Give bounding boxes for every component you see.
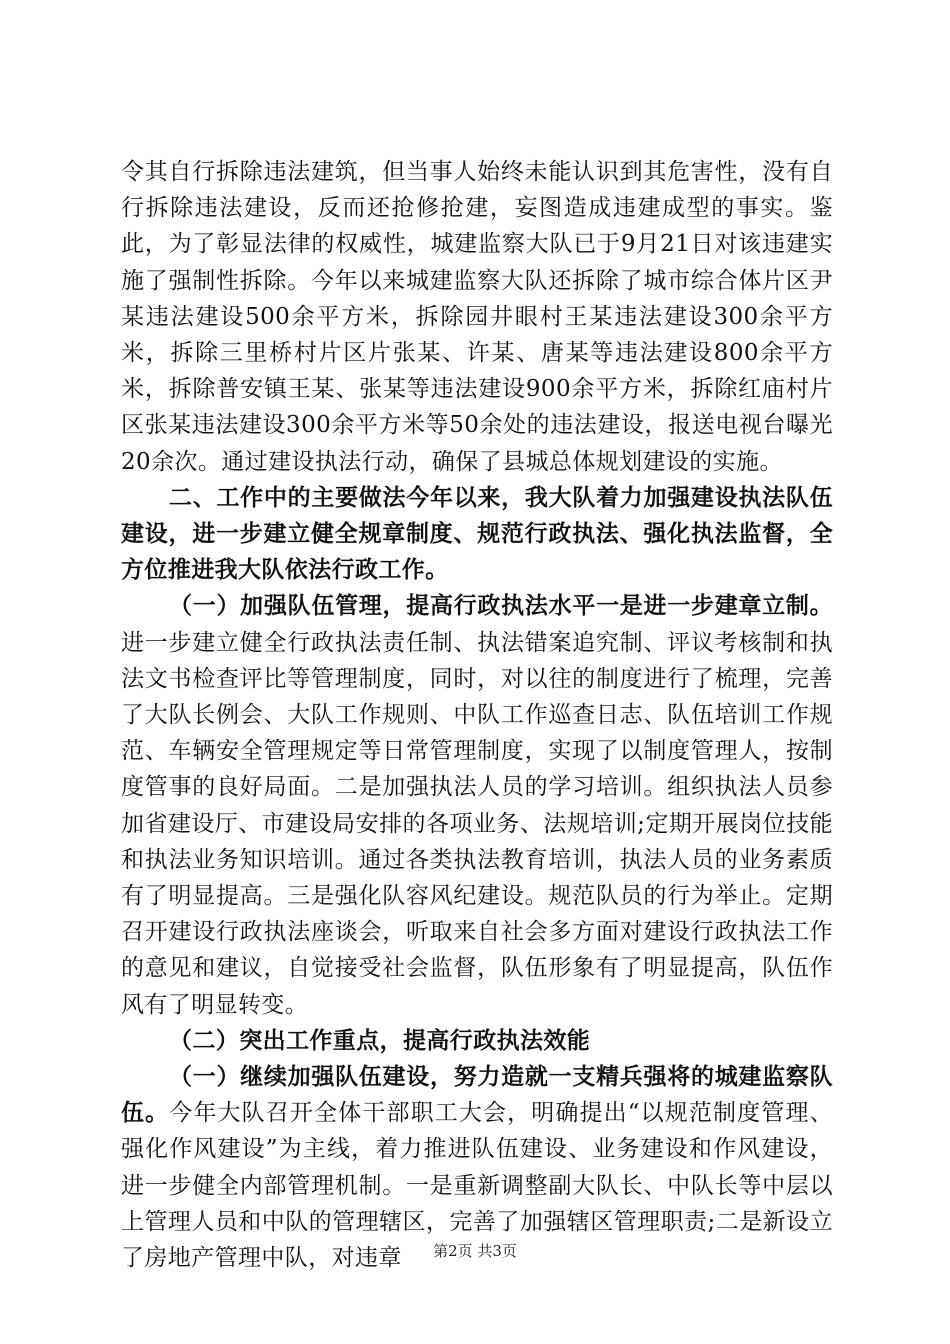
paragraph-team-management-body: 进一步建立健全行政执法责任制、执法错案追究制、评议考核制和执法文书检查评比等管理制度，同时，对以往的制度进行了梳理，完善了大队长例会、大队工作规则、中队工作巡查日志、队伍培训工作规范、车辆安全管理规定等日常管理制度，实现了以制度管理人，按制度管事的良好局面。二是加强执法人员的学习培训。组织执法人员参加省建设厅、市建设局安排的各项业务、法规培训;定期开展岗位技能和执法业务知识培训。通过各类执法教育培训，执法人员的业务素质有了明显提高。三是强化队容风纪建设。规范队员的行为举止。定期召开建设行政执法座谈会，听取来自社会多方面对建设行政执法工作的意见和建议，自觉接受社会监督，队伍形象有了明显提高，队伍作风有了明显转变。 bbox=[121, 629, 833, 1018]
document-body bbox=[121, 154, 833, 1276]
paragraph-team-management bbox=[121, 588, 833, 1022]
subsection-heading-team-management: （一）加强队伍管理，提高行政执法水平一是进一步建章立制。 bbox=[169, 593, 833, 620]
paragraph-team-building-body: 今年大队召开全体干部职工大会，明确提出“以规范制度管理、强化作风建设”为主线，着力推进队伍建设、业务建设和作风建设，进一步健全内部管理机制。一是重新调整副大队长、中队长等中层以上管理人员和中队的管理辖区，完善了加强辖区管理职责;二是新设立了房地产管理中队，对违章 bbox=[121, 1100, 833, 1272]
paragraph-demolition-results: 令其自行拆除违法建筑，但当事人始终未能认识到其危害性，没有自行拆除违法建设，反而还抢修抢建，妄图造成违建成型的事实。鉴此，为了彰显法律的权威性，城建监察大队已于9月21日对该违建实施了强制性拆除。今年以来城建监察大队还拆除了城市综合体片区尹某违法建设500余平方米，拆除园井眼村王某违法建设300余平方米，拆除三里桥村片区片张某、许某、唐某等违法建设800余平方米，拆除普安镇王某、张某等违法建设900余平方米，拆除红庙村片区张某违法建设300余平方米等50余处的违法建设，报送电视台曝光20余次。通过建设执法行动，确保了县城总体规划建设的实施。 bbox=[121, 159, 833, 475]
subsection-heading-work-focus: （二）突出工作重点，提高行政执法效能 bbox=[169, 1027, 591, 1054]
page-footer: 第2页 共3页 bbox=[433, 1242, 517, 1260]
subsection-heading-team-building: （一）继续加强队伍建设，努力造就一支精兵强将的城建监察队伍。 bbox=[121, 1064, 833, 1127]
section-heading-main-practices: 二、工作中的主要做法今年以来，我大队着力加强建设执法队伍建设，进一步建立健全规章制度、规范行政执法、强化执法监督，全方位推进我大队依法行政工作。 bbox=[121, 484, 833, 584]
